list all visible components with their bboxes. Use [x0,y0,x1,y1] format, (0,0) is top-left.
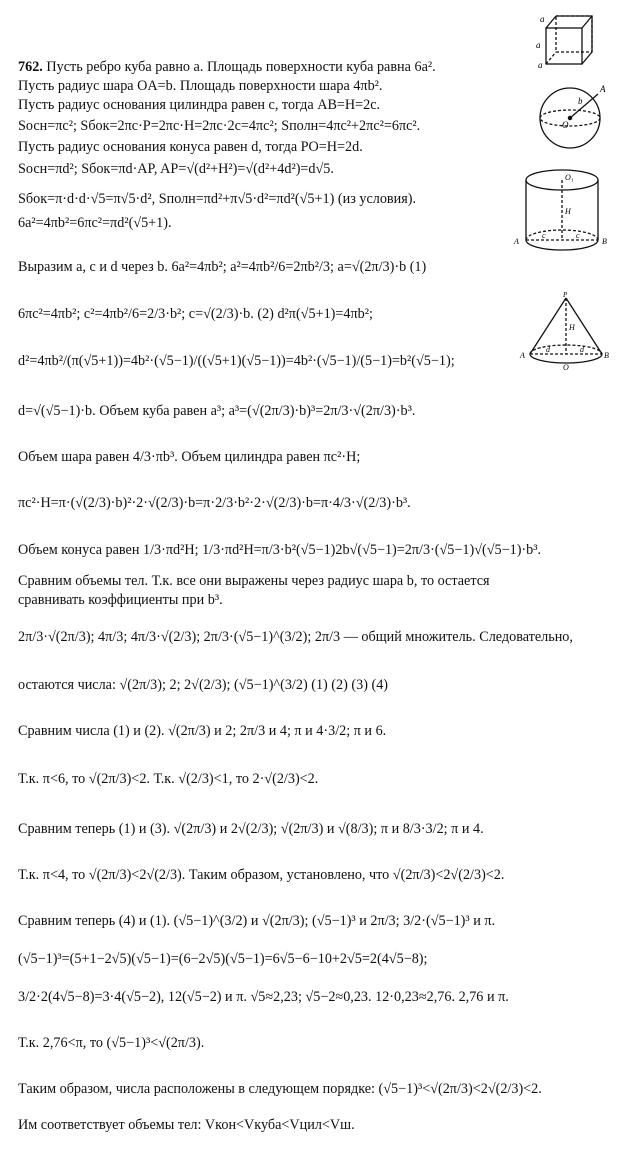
text-line: Пусть радиус основания конуса равен d, тогда PO=H=2d. [18,139,363,155]
text-line: Объем конуса равен 1/3·πd²H; 1/3·πd²H=π/3·b²(√5−1)2b√(√5−1)=2π/3·(√5−1)√(√5−1)·b³. [18,542,542,558]
sphere-label: b [578,96,583,106]
text-line: d²=4πb²/(π(√5+1))=4b²·(√5−1)/((√5+1)(√5−1))=4b²·(√5−1)/(5−1)=b²(√5−1); [18,353,455,369]
cylinder-label: H [565,207,571,216]
cone-label: H [569,323,575,332]
cone-label: A [520,351,525,360]
text-line: Sосн=πd²; Sбок=πd·AP, AP=√(d²+H²)=√(d²+4d²)=d√5. [18,161,334,177]
text-line: Сравним теперь (4) и (1). (√5−1)^(3/2) и √(2π/3); (√5−1)³ и 2π/3; 3/2·(√5−1)³ и π. [18,913,496,929]
text-line: d=√(√5−1)·b. Объем куба равен a³; a³=(√(2π/3)·b)³=2π/3·√(2π/3)·b³. [18,403,416,419]
text-line: Т.к. π<6, то √(2π/3)<2. Т.к. √(2/3)<1, то 2·√(2/3)<2. [18,771,319,787]
sphere-figure [532,82,614,152]
cylinder-label: c [542,231,546,240]
text-line: сравнивать коэффициенты при b³. [18,592,223,608]
text-line: Пусть радиус шара OA=b. Площадь поверхности шара 4πb². [18,78,383,94]
text-line: Т.к. π<4, то √(2π/3)<2√(2/3). Таким образом, установлено, что √(2π/3)<2√(2/3)<2. [18,867,505,883]
text-line: πc²·H=π·(√(2/3)·b)²·2·√(2/3)·b=π·2/3·b²·2·√(2/3)·b=π·4/3·√(2/3)·b³. [18,495,411,511]
text-line: Выразим a, c и d через b. 6a²=4πb²; a²=4πb²/6=2πb²/3; a=√(2π/3)·b (1) [18,259,427,275]
text-line: 6a²=4πb²=6πc²=πd²(√5+1). [18,215,172,231]
text-line: Таким образом, числа расположены в следующем порядке: (√5−1)³<√(2π/3)<2√(2/3)<2. [18,1081,542,1097]
text-line: 3/2·2(4√5−8)=3·4(√5−2), 12(√5−2) и π. √5≈2,23; √5−2≈0,23. 12·0,23≈2,76. 2,76 и π. [18,989,509,1005]
cube-label: a [540,14,545,24]
cone-label: O [563,363,569,372]
cone-label: B [604,351,609,360]
text-line: 6πc²=4πb²; c²=4πb²/6=2/3·b²; c=√(2/3)·b. (2) d²π(√5+1)=4πb²; [18,306,373,322]
cylinder-label: B [602,237,607,246]
cylinder-label: A [514,237,519,246]
cone-figure [518,292,614,376]
cylinder-figure [510,160,614,260]
cone-label: d [580,345,584,354]
problem-number: 762. [18,59,43,75]
text-line: (√5−1)³=(5+1−2√5)(√5−1)=(6−2√5)(√5−1)=6√5−6−10+2√5=2(4√5−8); [18,951,428,967]
text-line: Sбок=π·d·d·√5=π√5·d², Sполн=πd²+π√5·d²=πd²(√5+1) (из условия). [18,191,417,207]
text-line: Т.к. 2,76<π, то (√5−1)³<√(2π/3). [18,1035,205,1051]
text-line: остаются числа: √(2π/3); 2; 2√(2/3); (√5−1)^(3/2) (1) (2) (3) (4) [18,677,389,693]
cone-label: d [546,345,550,354]
text-line: 762. Пусть ребро куба равно a. Площадь поверхности куба равна 6a². [18,59,436,75]
text-line: Сравним числа (1) и (2). √(2π/3) и 2; 2π/3 и 4; π и 4·3/2; π и 6. [18,723,387,739]
cylinder-label: O₁ [565,173,574,182]
text-line: Объем шара равен 4/3·πb³. Объем цилиндра равен πc²·H; [18,449,361,465]
sphere-label: A [600,84,606,94]
text-line: Пусть радиус основания цилиндра равен c, тогда AB=H=2c. [18,97,381,113]
cylinder-label: c [576,231,580,240]
cube-label: a [536,40,541,50]
cube-label: a [538,60,543,70]
cone-label: P [563,292,568,299]
text-line: 2π/3·√(2π/3); 4π/3; 4π/3·√(2/3); 2π/3·(√5−1)^(3/2); 2π/3 — общий множитель. Следовательно, [18,629,573,645]
text-line: Сравним объемы тел. Т.к. все они выражены через радиус шара b, то остается [18,573,490,589]
text-line: Sосн=πc²; Sбок=2πc·P=2πc·H=2πc·2c=4πc²; Sполн=4πc²+2πc²=6πc². [18,118,421,134]
text-line: Им соответствует объемы тел: Vкон<Vкуба<Vцил<Vш. [18,1117,355,1133]
sphere-label: O [562,120,569,130]
cube-figure [530,10,610,70]
text-line: Сравним теперь (1) и (3). √(2π/3) и 2√(2/3); √(2π/3) и √(8/3); π и 8/3·3/2; π и 4. [18,821,484,837]
